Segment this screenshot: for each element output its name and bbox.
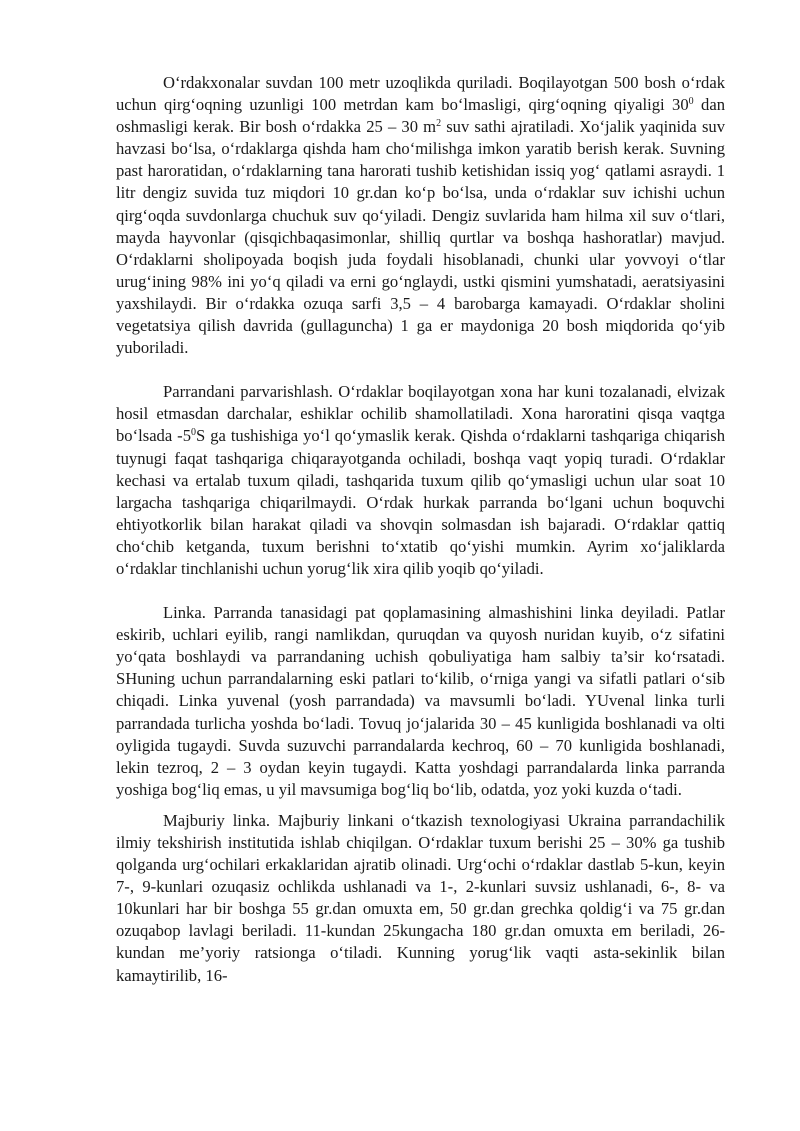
paragraph-duck-houses	[116, 72, 725, 359]
paragraph-molting	[116, 602, 725, 801]
paragraph-1-text-b: dan oshmasligi kerak. Bir bosh o‘rdakka 25 – 30 m	[116, 95, 725, 137]
degree-superscript: 0	[688, 96, 694, 108]
paragraph-1-text-c: suv sathi ajratiladi. Xo‘jalik yaqinida suv havzasi bo‘lsa, o‘rdaklarga qishda ham cho‘milishga imkon yaratib berish kerak. Suvning past haroratidan, o‘rdaklarning tana harorati tushib ketishidan issiq yog‘ qatlami asraydi. 1 litr dengiz suvida tuz miqdori 10 gr.dan ko‘p bo‘lsa, unda o‘rdaklar suv ichishi uchun qirg‘oqda suvdonlarga chuchuk suv qo‘yiladi. Dengiz suvlarida ham hilma xil suv o‘tlari, mayda hayvonlar (qisqichbaqasimonlar, shilliq qurtlar va boshqa hashoratlar) mavjud. O‘rdaklarni sholipoyada boqish juda foydali hisoblanadi, chunki ular yovvoyi o‘tlar urug‘ining 98% ini yo‘q qiladi va erni go‘nglaydi, ustki qismini yumshatadi, aeratsiyasini yaxshilaydi. Bir o‘rdakka ozuqa sarfi 3,5 – 4 barobarga kamayadi. O‘rdaklar sholini vegetatsiya qilish davrida (gullaguncha) 1 ga er maydoniga 20 bosh miqdorida qo‘yib yuboriladi.	[116, 117, 725, 358]
squared-superscript: 2	[436, 118, 442, 130]
temperature-superscript: 0	[191, 427, 196, 439]
paragraph-2-text-b: S ga tushishiga yo‘l qo‘ymaslik kerak. Qishda o‘rdaklarni tashqariga chiqarish tuynugi faqat tashqariga chiqarayotganda ochiladi, boshqa vaqt yopiq turadi. O‘rdaklar kechasi va ertalab tuxum qiladi, tashqarida tuxum qilib qo‘ymasligi uchun ular soat 10 largacha tashqariga chiqarilmaydi. O‘rdak hurkak parranda bo‘lgani uchun boquvchi ehtiyotkorlik bilan harakat qiladi va shovqin solmasdan ish bajaradi. O‘rdaklar qattiq cho‘chib ketganda, tuxum berishni to‘xtatib qo‘yishi mumkin. Ayrim xo‘jaliklarda o‘rdaklar tinchlanishi uchun yorug‘lik xira qilib yoqib qo‘yiladi.	[116, 426, 725, 578]
paragraph-3-text: Linka. Parranda tanasidagi pat qoplamasining almashishini linka deyiladi. Patlar eskirib, uchlari eyilib, rangi namlikdan, quruqdan va quyosh nuridan kuyib, o‘z sifatini yo‘qata boshlaydi va parrandaning uchish qobuliyatiga ham salbiy ta’sir ko‘rsatadi. SHuning uchun parrandalarning eski patlari to‘kilib, o‘rniga yangi va sifatli patlari o‘sib chiqadi. Linka yuvenal (yosh parrandada) va mavsumli bo‘ladi. YUvenal linka turli parrandada turlicha yoshda bo‘ladi. Tovuq jo‘jalarida 30 – 45 kunligida boshlanadi va olti oyligida tugaydi. Suvda suzuvchi parrandalarda kechroq, 60 – 70 kunligida boshlanadi, lekin tezroq, 2 – 3 oydan keyin tugaydi. Katta yoshdagi parrandalarda linka parranda yoshiga bog‘liq emas, u yil mavsumiga bog‘liq bo‘lib, odatda, yoz yoki kuzda o‘tadi.	[116, 603, 725, 799]
paragraph-2-text-a: Parrandani parvarishlash. O‘rdaklar boqilayotgan xona har kuni tozalanadi, elvizak hosil etmasdan darchalar, eshiklar ochilib shamollatiladi. Xona haroratini qisqa vaqtga bo‘lsada -5	[116, 382, 725, 446]
paragraph-1-text-a: O‘rdakxonalar suvdan 100 metr uzoqlikda quriladi. Boqilayotgan 500 bosh o‘rdak uchun qirg‘oqning uzunligi 100 metrdan kam bo‘lmasligi, qirg‘oqning qiyaligi 30	[116, 73, 725, 115]
paragraph-4-text: Majburiy linka. Majburiy linkani o‘tkazish texnologiyasi Ukraina parrandachilik ilmiy tekshirish institutida ishlab chiqilgan. O‘rdaklar tuxum berishi 25 – 30% ga tushib qolganda urg‘ochilari erkaklaridan ajratib olinadi. Urg‘ochi o‘rdaklar dastlab 5-kun, keyin 7-, 9-kunlari ozuqasiz ochlikda ushlanadi va 1-, 2-kunlari suvsiz ushlanadi, 6-, 8- va 10kunlari har bir boshga 55 gr.dan omuxta em, 50 gr.dan grechka qoldig‘i va 75 gr.dan ozuqabop lavlagi beriladi. 11-kundan 25kungacha 180 gr.dan omuxta em beriladi, 26-kundan me’yoriy ratsionga o‘tiladi. Kunning yorug‘lik vaqti asta-sekinlik bilan kamaytirilib, 16-	[116, 810, 725, 985]
paragraph-poultry-care	[116, 381, 725, 580]
paragraph-forced-molting	[116, 810, 725, 987]
